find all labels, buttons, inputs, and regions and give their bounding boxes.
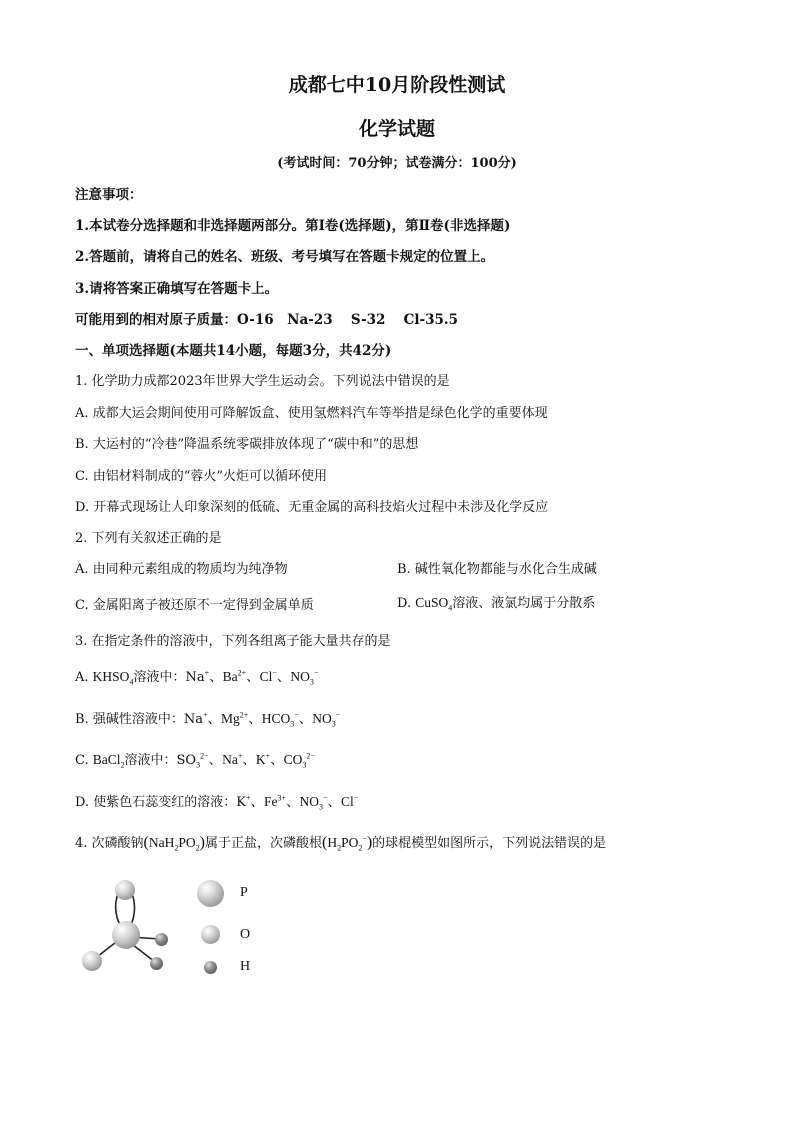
legend-p-label: P: [240, 885, 248, 900]
note-item-3: 3.请将答案正确填写在答题卡上。: [75, 281, 279, 297]
q1-option-a: A. 成都大运会期间使用可降解饭盒、使用氢燃料汽车等举措是绿色化学的重要体现: [75, 406, 548, 421]
notes-heading: 注意事项：: [75, 187, 143, 203]
q3-option-a: A. $KHSO_4$溶液中：Na+、$Ba^{2+}$、Cl−、$NO_3^-$: [75, 668, 319, 687]
exam-info: (考试时间：70分钟；试卷满分：100分): [277, 156, 517, 171]
oxygen-atom-top: [115, 880, 135, 900]
q3-stem: 3. 在指定条件的溶液中，下列各组离子能大量共存的是: [75, 634, 391, 649]
oxygen-atom-left: [82, 951, 102, 971]
page-subtitle: 化学试题: [358, 118, 435, 140]
note-item-1: 1.本试卷分选择题和非选择题两部分。第Ⅰ卷(选择题)，第Ⅱ卷(非选择题): [75, 218, 511, 234]
q1-option-d: D. 开幕式现场让人印象深刻的低硫、无重金属的高科技焰火过程中未涉及化学反应: [75, 500, 549, 515]
q3-option-c: C. BaCl$_2$溶液中：$SO_3^{2-}$、Na+、K+、$CO_3^{2-}$: [75, 751, 315, 770]
phosphorus-atom: [112, 921, 140, 949]
q1-stem: 1. 化学助力成都2023年世界大学生运动会。下列说法中错误的是: [75, 374, 450, 389]
q3-option-b: B. 强碱性溶液中：Na+、$Mg^{2+}$、$HCO_3^-$、$NO_3^-$: [75, 710, 341, 729]
hydrogen-atom-1: [155, 933, 168, 946]
q2-option-b: B. 碱性氧化物都能与水化合生成碱: [397, 562, 597, 577]
q2-option-a: A. 由同种元素组成的物质均为纯净物: [75, 562, 288, 577]
ball-stick-model: [75, 875, 195, 985]
legend-p-ball: [197, 880, 224, 907]
section1-heading: 一、单项选择题(本题共14小题，每题3分，共42分): [75, 343, 392, 359]
q3-option-d: D. 使紫色石蕊变红的溶液：K+、$Fe^{3+}$、$NO_3^-$、Cl−: [75, 793, 359, 812]
q4-stem: 4. 次磷酸钠$(NaH_2PO_2)$属于正盐，次磷酸根$(H_2PO_2^-)$的球棍模型如图所示，下列说法错误的是: [75, 834, 607, 853]
hydrogen-atom-2: [150, 957, 163, 970]
q1-option-b: B. 大运村的“冷巷”降温系统零碳排放体现了“碳中和”的思想: [75, 437, 419, 452]
legend-o-ball: [201, 925, 220, 944]
q2-stem: 2. 下列有关叙述正确的是: [75, 531, 222, 546]
note-item-2: 2.答题前，请将自己的姓名、班级、考号填写在答题卡规定的位置上。: [75, 249, 495, 265]
atomic-masses: 可能用到的相对原子质量：O-16 Na-23 S-32 Cl-35.5: [75, 312, 459, 328]
q1-option-c: C. 由铝材料制成的“蓉火”火炬可以循环使用: [75, 469, 328, 484]
q2-option-d: D. CuSO$_4$溶液、液氯均属于分散系: [397, 595, 596, 613]
legend-h-label: H: [240, 959, 251, 974]
q2-option-c: C. 金属阳离子被还原不一定得到金属单质: [75, 598, 314, 613]
legend-o-label: O: [240, 927, 251, 942]
legend-h-ball: [204, 961, 217, 974]
page-title: 成都七中10月阶段性测试: [288, 74, 506, 96]
